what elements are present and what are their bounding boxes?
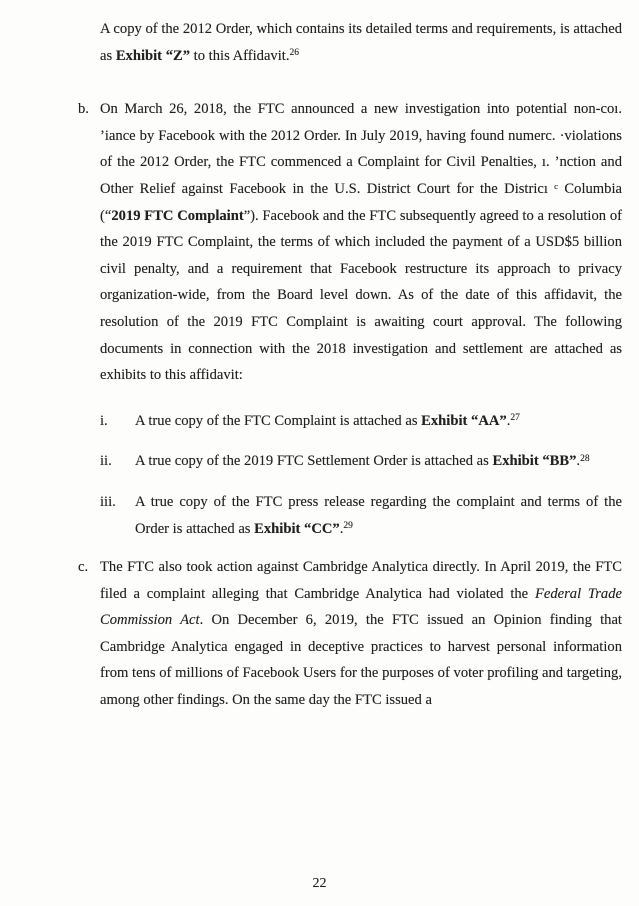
sub-item-i bbox=[100, 408, 622, 435]
sub-item-iii-text: A true copy of the FTC press release regarding the complaint and terms of the Order is attached as Exhibit “CC”.$^{29}$ bbox=[135, 493, 622, 537]
sub-item-i-text: A true copy of the FTC Complaint is attached as Exhibit “AA”.$^{27}$ bbox=[135, 412, 520, 429]
paragraph-b-text: On March 26, 2018, the FTC announced a new investigation into potential non-coı. ’iance by Facebook with the 2012 Order. In July 2019, having found numerc. ·violations of the 2012 Order, the FTC commenced a Complaint for Civil Penalties, ı. ’nction and Other Relief against Facebook in the U.S. District Court for the Districı ᶜ Columbia (“2019 FTC Complaint”). Facebook and the FTC subsequently agreed to a resolution of the 2019 FTC Complaint, the terms of which included the payment of a USD$5 billion civil penalty, and a requirement that Facebook restructure its approach to privacy organization-wide, from the Board level down. As of the date of this affidavit, the resolution of the 2019 FTC Complaint is awaiting court approval. The following documents in connection with the 2018 investigation and settlement are attached as exhibits to this affidavit: bbox=[100, 101, 622, 384]
page-number: 22 bbox=[312, 876, 327, 891]
sub-item-ii bbox=[100, 448, 622, 475]
sub-item-i-label: i. bbox=[100, 412, 108, 429]
paragraph-c-label: c. bbox=[78, 559, 89, 576]
sub-item-ii-label: ii. bbox=[100, 453, 112, 470]
sub-item-ii-text: A true copy of the 2019 FTC Settlement Order is attached as Exhibit “BB”.$^{28}$ bbox=[135, 453, 590, 470]
paragraph-intro: A copy of the 2012 Order, which contains its detailed terms and requirements, is attached as Exhibit “Z” to this Affidavit.$^{26}$ bbox=[100, 21, 622, 64]
sub-item-iii-label: iii. bbox=[100, 493, 116, 510]
paragraph-b bbox=[78, 96, 622, 389]
paragraph-c bbox=[78, 554, 622, 714]
sub-item-iii bbox=[100, 489, 622, 542]
paragraph-b-label: b. bbox=[78, 101, 89, 118]
page-body bbox=[78, 16, 622, 714]
paragraph-c-text: The FTC also took action against Cambridge Analytica directly. In April 2019, the FTC filed a complaint alleging that Cambridge Analytica had violated the Federal Trade Commission Act. On December 6, 2019, the FTC issued an Opinion finding that Cambridge Analytica engaged in deceptive practices to harvest personal information from tens of millions of Facebook Users for the purposes of voter profiling and targeting, among other findings. On the same day the FTC issued a bbox=[100, 559, 622, 709]
